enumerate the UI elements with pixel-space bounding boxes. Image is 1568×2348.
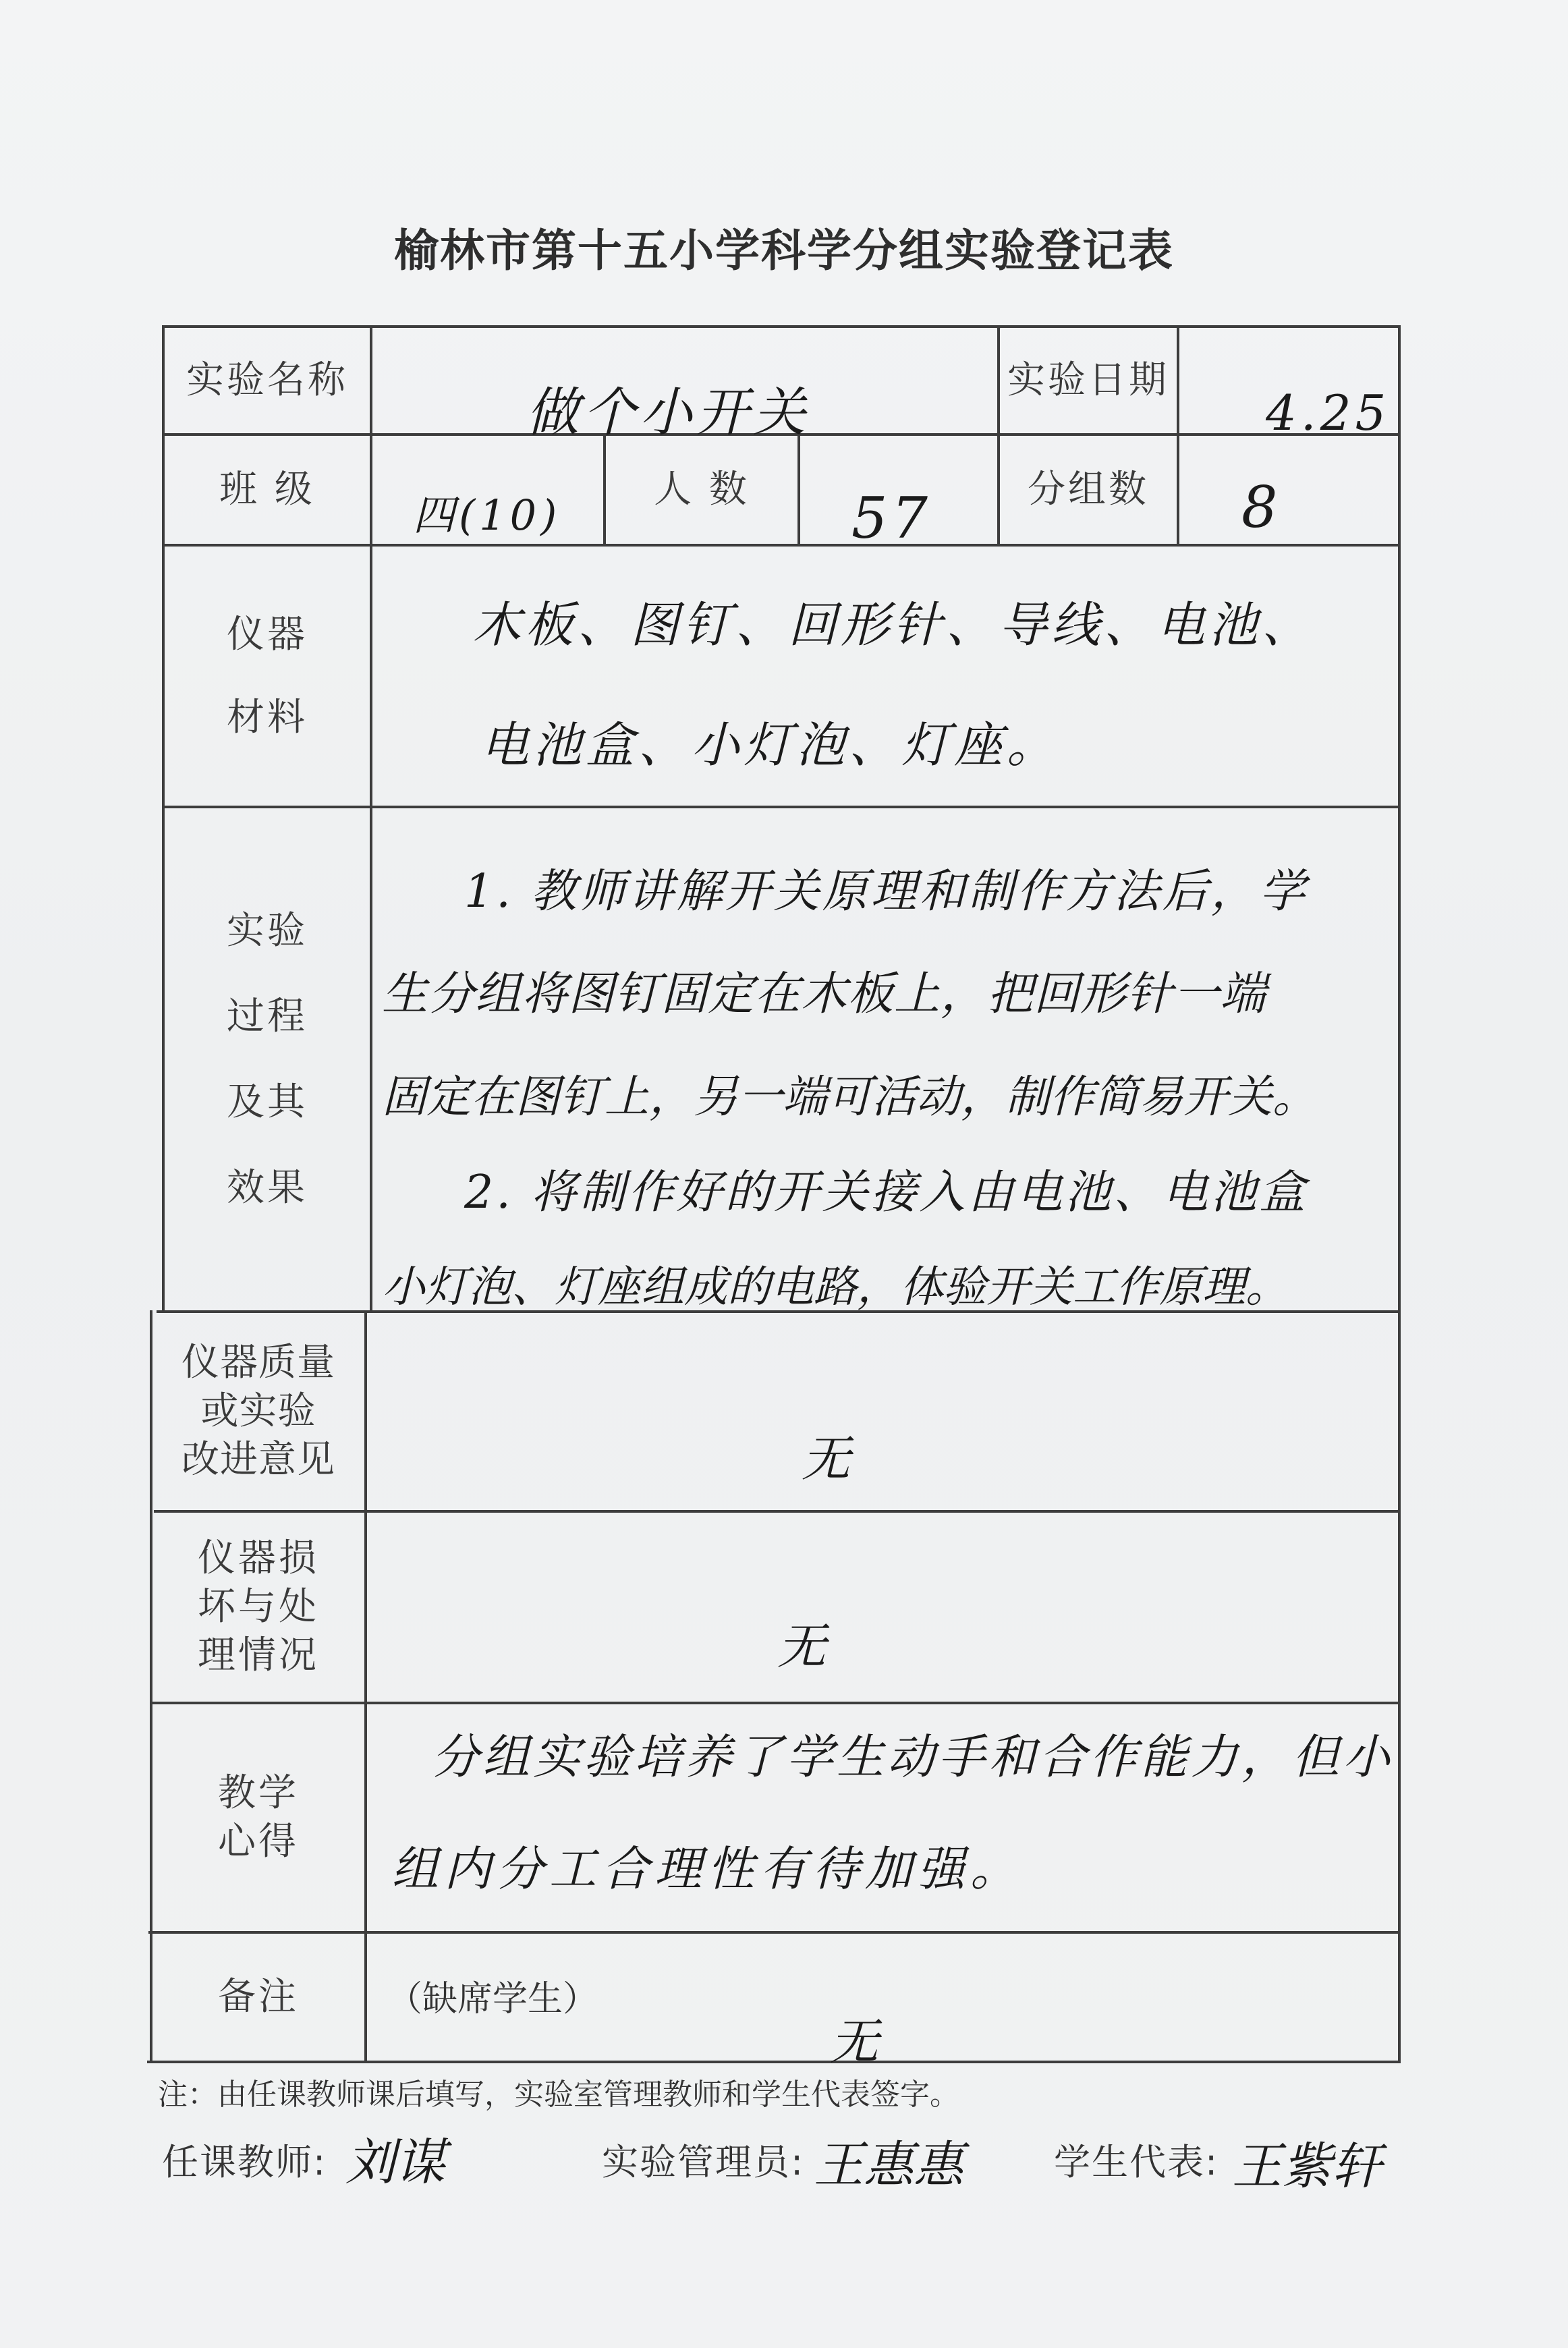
value-experiment-name: 做个小开关	[526, 383, 810, 443]
label-materials: 仪器 材料	[227, 612, 308, 739]
value-quality: 无	[802, 1430, 855, 1487]
value-process-line-5: 小灯泡、灯座组成的电路，体验开关工作原理。	[382, 1262, 1289, 1312]
value-group-count: 8	[1241, 474, 1282, 540]
label-process: 实验 过程 及其 效果	[227, 908, 308, 1210]
student-signature-label: 学生代表:	[1054, 2141, 1219, 2183]
value-class: 四(10)	[413, 491, 561, 540]
table-border-bottom	[147, 2061, 1401, 2063]
label-column-divider	[370, 325, 372, 1310]
label-quality: 仪器质量 或实验 改进意见	[181, 1341, 335, 1482]
value-process-line-2: 生分组将图钉固定在木板上，把回形针一端	[382, 968, 1267, 1021]
value-reflection-line-2: 组内分工合理性有待加强。	[391, 1841, 1023, 1897]
teacher-signature: 刘谋	[345, 2133, 445, 2191]
student-signature: 王紫轩	[1232, 2137, 1382, 2196]
footnote: 注：由任课教师课后填写，实验室管理教师和学生代表签字。	[158, 2077, 959, 2112]
label-remarks: 备注	[218, 1975, 299, 2019]
label-student-count: 人 数	[654, 468, 750, 512]
admin-signature-label: 实验管理员:	[602, 2141, 805, 2183]
value-materials-line-1: 木板、图钉、回形针、导线、电池、	[472, 596, 1315, 653]
value-materials-line-2: 电池盒、小灯泡、灯座。	[480, 717, 1060, 773]
teacher-signature-label: 任课教师:	[162, 2141, 327, 2183]
table-border-right	[1398, 325, 1401, 2062]
value-reflection-line-1: 分组实验培养了学生动手和合作能力，但小	[432, 1729, 1393, 1785]
value-process-line-1: 1. 教师讲解开关原理和制作方法后，学	[464, 865, 1308, 918]
label-damage: 仪器损 坏与处 理情况	[198, 1536, 319, 1677]
date-label-divider-right	[1177, 325, 1179, 544]
value-process-line-4: 2. 将制作好的开关接入由电池、电池盒	[464, 1166, 1308, 1219]
label-experiment-date: 实验日期	[1007, 358, 1169, 403]
label-class: 班 级	[219, 468, 315, 512]
label-group-count: 分组数	[1028, 468, 1149, 512]
value-student-count: 57	[851, 485, 932, 551]
label-reflection: 教学 心得	[218, 1771, 299, 1864]
value-experiment-date: 4.25	[1266, 385, 1391, 441]
label-experiment-name: 实验名称	[186, 358, 348, 403]
value-remarks: 无	[830, 2013, 883, 2070]
admin-signature: 王惠惠	[814, 2136, 963, 2194]
label-column-divider-lower	[364, 1310, 367, 2062]
value-process-line-3: 固定在图钉上，另一端可活动，制作简易开关。	[382, 1071, 1317, 1123]
value-remarks-printed: （缺席学生）	[387, 1979, 598, 2019]
value-damage: 无	[777, 1618, 831, 1675]
form-title: 榆林市第十五小学科学分组实验登记表	[394, 224, 1174, 277]
